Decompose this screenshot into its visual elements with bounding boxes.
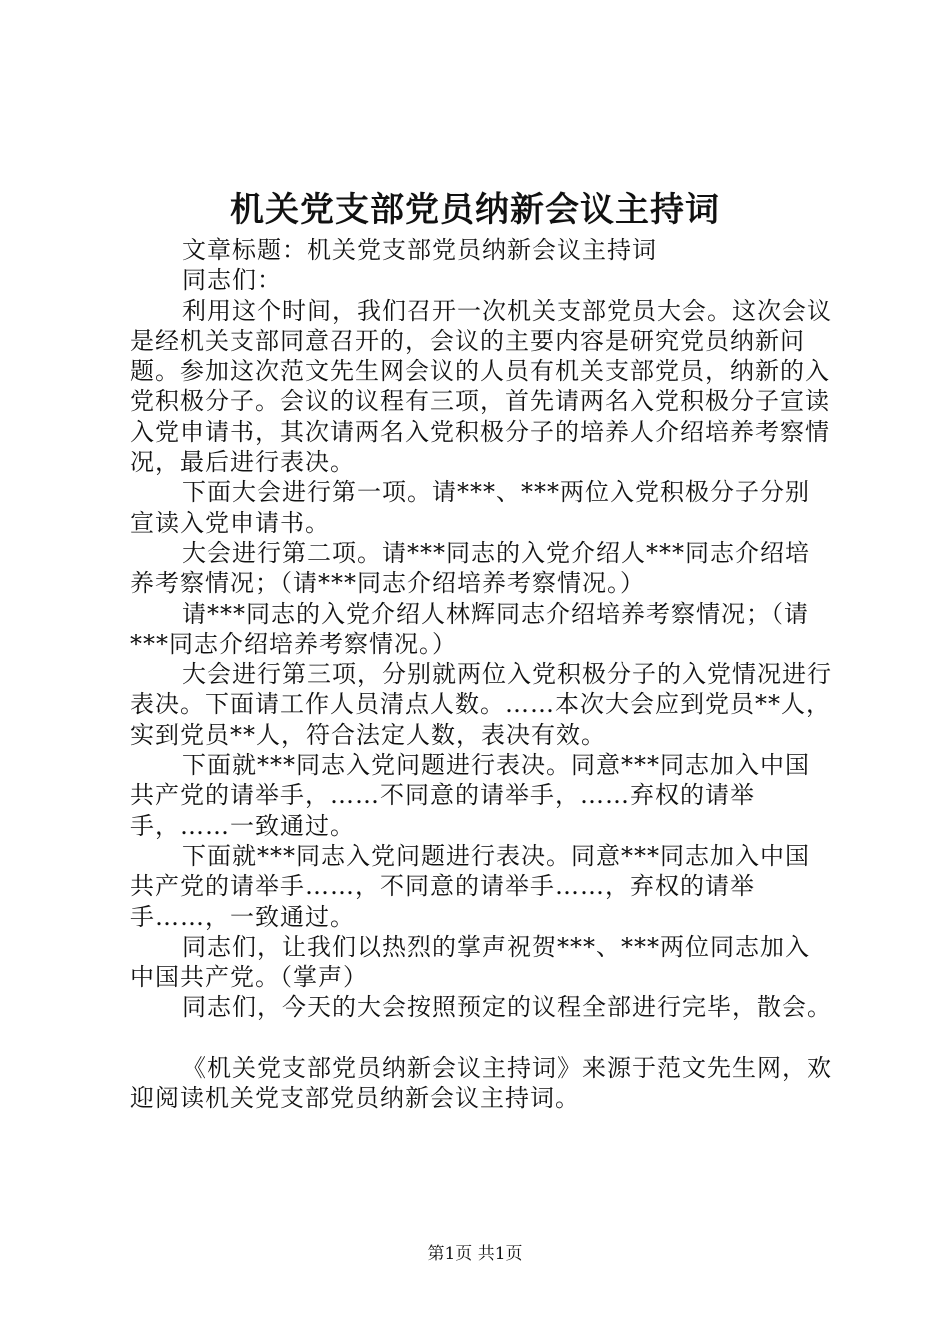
paragraph-closing: 同志们，今天的大会按照预定的议程全部进行完毕，散会。: [182, 993, 832, 1022]
paragraph-congratulation: 同志们，让我们以热烈的掌声祝贺***、***两位同志加入中国共产党。（掌声）: [130, 932, 810, 992]
paragraph-source-note: 《机关党支部党员纳新会议主持词》来源于范文先生网，欢迎阅读机关党支部党员纳新会议主持词。: [130, 1053, 832, 1113]
page-footer: 第1页 共1页: [427, 1244, 523, 1264]
paragraph-salutation: 同志们：: [182, 266, 282, 295]
paragraph-vote-1: 下面就***同志入党问题进行表决。同意***同志加入中国共产党的请举手，……不同意的请举手，……弃权的请举手，……一致通过。: [130, 751, 810, 840]
paragraph-blank: [130, 1023, 832, 1053]
paragraph-agenda-item-2: 大会进行第二项。请***同志的入党介绍人***同志介绍培养考察情况；（请***同志介绍培养考察情况。）: [130, 538, 810, 598]
paragraph-agenda-item-1: 下面大会进行第一项。请***、***两位入党积极分子分别宣读入党申请书。: [130, 478, 810, 537]
paragraph-agenda-item-3: 大会进行第三项，分别就两位入党积极分子的入党情况进行表决。下面请工作人员清点人数。……本次大会应到党员**人，实到党员**人，符合法定人数，表决有效。: [130, 660, 832, 749]
paragraph-article-title: 文章标题：机关党支部党员纳新会议主持词: [182, 236, 657, 264]
document-title: 机关党支部党员纳新会议主持词: [230, 190, 720, 230]
paragraph-vote-2: 下面就***同志入党问题进行表决。同意***同志加入中国共产党的请举手……，不同意的请举手……，弃权的请举手……，一致通过。: [130, 841, 810, 931]
document-body: [130, 235, 832, 1113]
paragraph-opening: 利用这个时间，我们召开一次机关支部党员大会。这次会议是经机关支部同意召开的，会议的主要内容是研究党员纳新问题。参加这次范文先生网会议的人员有机关支部党员，纳新的入党积极分子。会议的议程有三项，首先请两名入党积极分子宣读入党申请书，其次请两名入党积极分子的培养人介绍培养考察情况，最后进行表决。: [130, 296, 832, 477]
paragraph-introducer: 请***同志的入党介绍人林辉同志介绍培养考察情况；（请***同志介绍培养考察情况。）: [130, 599, 809, 658]
